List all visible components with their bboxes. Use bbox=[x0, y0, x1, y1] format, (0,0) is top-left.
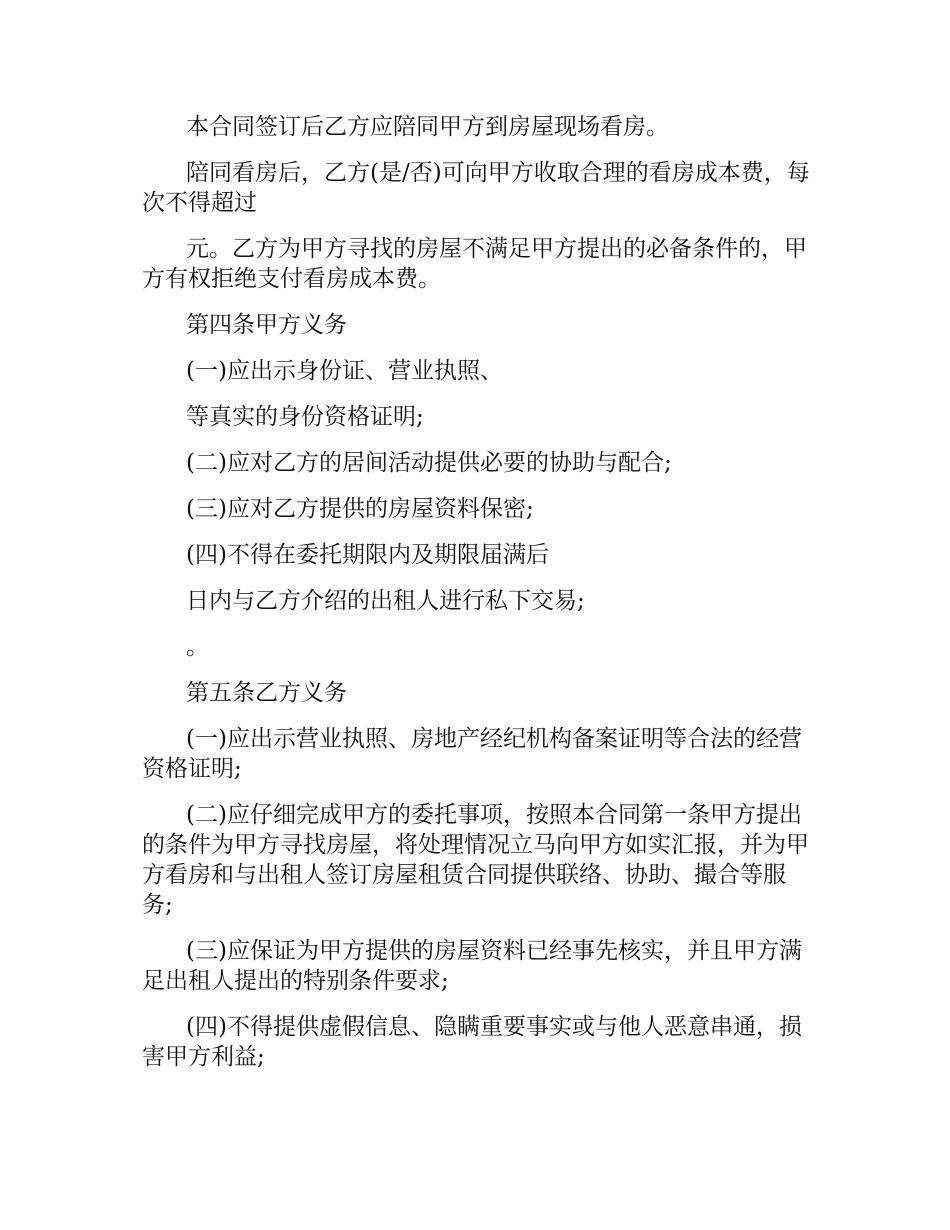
article-5-item-3: (三)应保证为甲方提供的房屋资料已经事先核实，并且甲方满足出租人提出的特别条件要求; bbox=[142, 938, 802, 994]
article-4-item-1-cont: 等真实的身份资格证明; bbox=[186, 404, 424, 430]
paragraph-viewing-fee: 陪同看房后，乙方(是/否)可向甲方收取合理的看房成本费，每次不得超过 bbox=[142, 160, 810, 216]
article-5-item-1: (一)应出示营业执照、房地产经纪机构备案证明等合法的经营资格证明; bbox=[142, 726, 802, 782]
article-4-heading: 第四条甲方义务 bbox=[186, 312, 347, 338]
article-4-item-2: (二)应对乙方的居间活动提供必要的协助与配合; bbox=[186, 450, 672, 476]
article-4-item-4-cont: 日内与乙方介绍的出租人进行私下交易; bbox=[186, 588, 585, 614]
article-5-heading: 第五条乙方义务 bbox=[186, 680, 347, 706]
document-body bbox=[142, 112, 812, 1088]
article-5-item-4: (四)不得提供虚假信息、隐瞒重要事实或与他人恶意串通，损害甲方利益; bbox=[142, 1014, 802, 1070]
article-4-item-4: (四)不得在委托期限内及期限届满后 bbox=[186, 542, 549, 568]
article-4-period: 。 bbox=[186, 634, 209, 660]
paragraph-fee-refusal: 元。乙方为甲方寻找的房屋不满足甲方提出的必备条件的，甲方有权拒绝支付看房成本费。 bbox=[142, 236, 807, 292]
article-4-item-1: (一)应出示身份证、营业执照、 bbox=[186, 358, 503, 384]
article-4-item-3: (三)应对乙方提供的房屋资料保密; bbox=[186, 496, 534, 522]
paragraph-viewing: 本合同签订后乙方应陪同甲方到房屋现场看房。 bbox=[186, 114, 669, 140]
article-5-item-2: (二)应仔细完成甲方的委托事项，按照本合同第一条甲方提出的条件为甲方寻找房屋，将处理情况立马向甲方如实汇报，并为甲方看房和与出租人签订房屋租赁合同提供联络、协助、撮合等服务; bbox=[142, 802, 809, 918]
